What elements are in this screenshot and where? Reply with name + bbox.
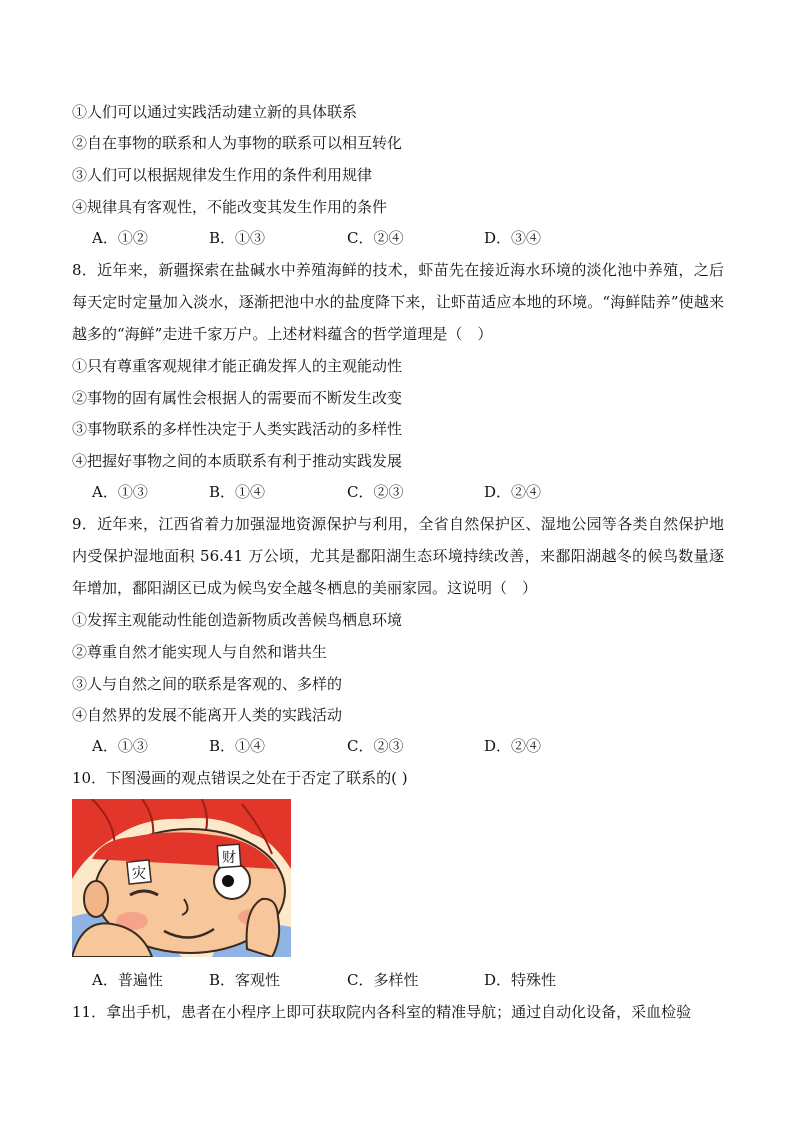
q8-item-1: ①只有尊重客观规律才能正确发挥人的主观能动性: [72, 357, 403, 375]
q11-stem: 11．拿出手机，患者在小程序上即可获取院内各科室的精准导航；通过自动化设备，采血检验: [72, 1003, 692, 1021]
q10-stem: 10．下图漫画的观点错误之处在于否定了联系的( ): [72, 769, 408, 787]
q9-item-3: ③人与自然之间的联系是客观的、多样的: [72, 675, 343, 693]
q7-option-d: D．③④: [484, 229, 542, 247]
q10-option-c: C．多样性: [347, 971, 419, 989]
q7-option-b: B．①③: [209, 229, 266, 247]
q9-stem: 9．近年来，江西省着力加强湿地资源保护与利用，全省自然保护区、湿地公园等各类自然保护地内受保护湿地面积 56.41 万公顷，尤其是鄱阳湖生态环境持续改善，来鄱阳湖越冬的候鸟数量逐年增加，鄱阳湖区已成为候鸟安全越冬栖息的美丽家园。这说明（ ）: [72, 515, 724, 597]
cartoon-image: [72, 799, 291, 957]
q7-item-1: ①人们可以通过实践活动建立新的具体联系: [72, 103, 358, 121]
cartoon-sign-right: 财: [222, 850, 236, 866]
q9-option-d: D．②④: [484, 737, 542, 755]
q9-options: [92, 736, 594, 756]
q7-options: [92, 228, 594, 248]
q9-item-2: ②尊重自然才能实现人与自然和谐共生: [72, 643, 328, 661]
q9-option-c: C．②③: [347, 737, 404, 755]
q9-item-4: ④自然界的发展不能离开人类的实践活动: [72, 706, 343, 724]
q7-item-3: ③人们可以根据规律发生作用的条件利用规律: [72, 166, 373, 184]
q7-item-4: ④规律具有客观性，不能改变其发生作用的条件: [72, 198, 388, 216]
q8-option-b: B．①④: [209, 483, 266, 501]
q7-item-2: ②自在事物的联系和人为事物的联系可以相互转化: [72, 134, 403, 152]
q7-option-c: C．②④: [347, 229, 404, 247]
q9-option-a: A．①③: [92, 737, 148, 755]
q8-item-2: ②事物的固有属性会根据人的需要而不断发生改变: [72, 389, 403, 407]
q10-option-b: B．客观性: [209, 971, 281, 989]
q10-options: [92, 970, 594, 990]
cartoon-sign-left: 灾: [132, 866, 146, 882]
q8-option-a: A．①③: [92, 483, 148, 501]
q10-option-d: D．特殊性: [484, 971, 557, 989]
q8-options: [92, 482, 594, 502]
q8-stem: 8．近年来，新疆探索在盐碱水中养殖海鲜的技术，虾苗先在接近海水环境的淡化池中养殖，之后每天定时定量加入淡水，逐渐把池中水的盐度降下来，让虾苗适应本地的环境。“海鲜陆养”使越来越多的“海鲜”走进千家万户。上述材料蕴含的哲学道理是（ ）: [72, 261, 724, 343]
q8-item-4: ④把握好事物之间的本质联系有利于推动实践发展: [72, 452, 403, 470]
q7-option-a: A．①②: [92, 229, 148, 247]
q8-item-3: ③事物联系的多样性决定于人类实践活动的多样性: [72, 420, 403, 438]
q9-item-1: ①发挥主观能动性能创造新物质改善候鸟栖息环境: [72, 611, 403, 629]
q8-option-d: D．②④: [484, 483, 542, 501]
q8-option-c: C．②③: [347, 483, 404, 501]
q9-option-b: B．①④: [209, 737, 266, 755]
q10-option-a: A．普遍性: [92, 971, 163, 989]
